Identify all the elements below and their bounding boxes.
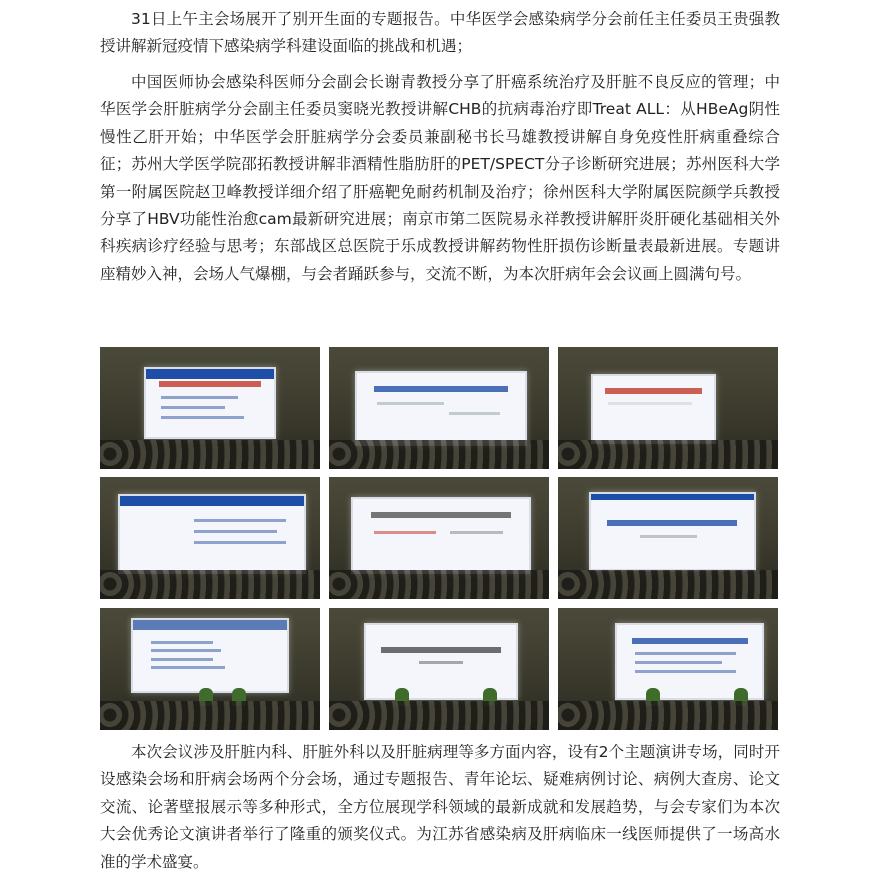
conference-photo-4 [100, 477, 320, 599]
paragraph-opening: 31日上午主会场展开了别开生面的专题报告。中华医学会感染病学分会前任主任委员王贵强教授讲解新冠疫情下感染病学科建设面临的挑战和机遇； [100, 10, 780, 56]
conference-photo-8 [329, 608, 549, 730]
conference-photo-2 [329, 347, 549, 469]
conference-photo-6 [558, 477, 778, 599]
photo-grid [100, 347, 780, 730]
conference-photo-9 [558, 608, 778, 730]
conference-photo-5 [329, 477, 549, 599]
conference-photo-7 [100, 608, 320, 730]
conference-photo-3 [558, 347, 778, 469]
paragraph-summary: 本次会议涉及肝脏内科、肝脏外科以及肝脏病理等多方面内容，设有2个主题演讲专场，同时开设感染会场和肝病会场两个分会场，通过专题报告、青年论坛、疑难病例讨论、病例大查房、论文交流、论著壁报展示等多种形式，全方位展现学科领域的最新成就和发展趋势，与会专家们为本次大会优秀论文演讲者举行了隆重的颁奖仪式。为江苏省感染病及肝病临床一线医师提供了一场高水准的学术盛宴。 [100, 743, 780, 871]
conference-photo-1 [100, 347, 320, 469]
paragraph-speakers: 中国医师协会感染科医师分会副会长谢青教授分享了肝癌系统治疗及肝脏不良反应的管理；中华医学会肝脏病学分会副主任委员窦晓光教授讲解CHB的抗病毒治疗即Treat ALL：从HBeAg阴性慢性乙肝开始；中华医学会肝脏病学分会委员兼副秘书长马雄教授讲解自身免疫性肝病重叠综合征；苏州大学医学院邵拓教授讲解非酒精性脂肪肝的PET/SPECT分子诊断研究进展；苏州医科大学第一附属医院赵卫峰教授详细介绍了肝癌靶免耐药机制及治疗；徐州医科大学附属医院颜学兵教授分享了HBV功能性治愈cam最新研究进展；南京市第二医院易永祥教授讲解肝炎肝硬化基础相关外科疾病诊疗经验与思考；东部战区总医院于乐成教授讲解药物性肝损伤诊断量表最新进展。专题讲座精妙入神，会场人气爆棚，与会者踊跃参与，交流不断，为本次肝病年会会议画上圆满句号。 [100, 73, 780, 283]
